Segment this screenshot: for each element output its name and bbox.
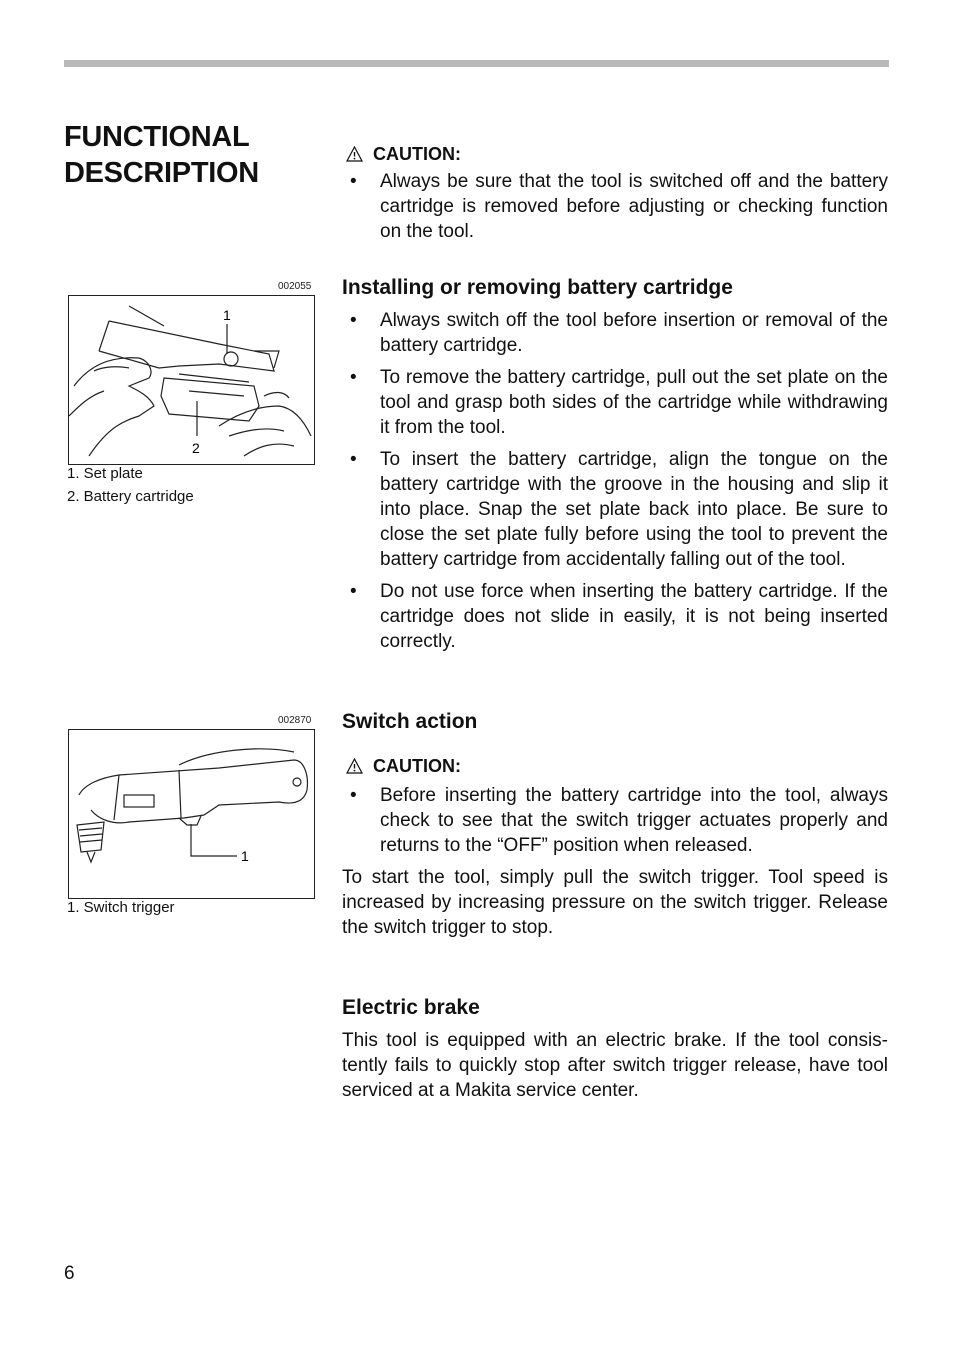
list-item: • Before inserting the battery cartridge into the tool, always check to see that the switch trigger actuates properly and returns to the “OFF” position when released. [350,785,888,856]
battery-item-text: Do not use force when inserting the battery cartridge. If the cartridge does not slide in easily, it is not being inserted correctly. [380,581,888,652]
list-item: • Do not use force when inserting the battery cartridge. If the cartridge does not slide in easily, it is not being inserted correctly. [350,581,888,652]
switch-trigger-drawing [69,730,313,897]
battery-item-text: To insert the battery cartridge, align the tongue on the battery cartridge with the groove in the housing and slip it into place. Snap the set plate back into place. Be sure to close the set plate fully before using the tool to prevent the battery cartridge from accidentally falling out of the tool. [380,449,888,570]
figure1-callout-2: 2 [192,440,200,456]
electric-brake-heading: Electric brake [342,996,480,1019]
electric-brake-paragraph: This tool is equipped with an electric brake. If the tool consis- tently fails to quickly stop after switch trigger release, have tool serviced at a Makita service center. [342,1030,888,1101]
warning-triangle-icon [346,758,363,774]
switch-caution-header [342,754,888,778]
caution-top-header [342,142,888,166]
figure1-captions [67,462,194,508]
battery-item-text: To remove the battery cartridge, pull out the set plate on the tool and grasp both sides of the cartridge while withdrawing it from the tool. [380,367,888,438]
battery-section [342,274,888,661]
figure1-illustration [68,295,315,465]
list-item: • Always be sure that the tool is switched off and the battery cartridge is removed before adjusting or checking function on the tool. [350,171,888,242]
list-item: • Always switch off the tool before insertion or removal of the battery cartridge. [350,310,888,356]
page-number: 6 [64,1263,75,1284]
caption-set-plate: 1. Set plate [67,465,143,482]
caution-top-label: CAUTION: [373,143,461,164]
battery-list [342,308,888,654]
page-title-line2: DESCRIPTION [64,157,259,189]
battery-heading: Installing or removing battery cartridge [342,276,733,299]
switch-action-paragraph: To start the tool, simply pull the switch trigger. Tool speed is increased by increasing pressure on the switch trigger. Release the switch trigger to stop. [342,867,888,938]
caution-top-list [342,169,888,244]
switch-caution-item-text: Before inserting the battery cartridge into the tool, always check to see that the switch trigger actuates properly and returns to the “OFF” position when released. [380,785,888,856]
figure1-callout-1: 1 [223,307,231,323]
page-title-line1: FUNCTIONAL [64,121,250,153]
list-item: • To remove the battery cartridge, pull out the set plate on the tool and grasp both sides of the cartridge while withdrawing it from the tool. [350,367,888,438]
figure2-callout-1: 1 [241,848,249,864]
warning-triangle-icon [346,146,363,162]
caption-switch-trigger: 1. Switch trigger [67,899,175,916]
figure1-code: 002055 [278,281,312,292]
caution-top-item-text: Always be sure that the tool is switched off and the battery cartridge is removed before adjusting or checking function on the tool. [380,171,888,242]
figure2-illustration [68,729,315,899]
switch-caution-label: CAUTION: [373,755,461,776]
switch-action-heading: Switch action [342,710,478,733]
battery-item-text: Always switch off the tool before insertion or removal of the battery cartridge. [380,310,888,356]
list-item: • To insert the battery cartridge, align the tongue on the battery cartridge with the groove in the housing and slip it into place. Snap the set plate back into place. Be sure to close the set plate fully before using the tool to prevent the battery cartridge from accidentally falling out of the tool. [350,449,888,570]
electric-brake-section [342,994,888,1103]
switch-action-section [342,708,888,940]
top-rule [64,60,889,67]
page-title [64,119,324,191]
figure2-captions [67,896,175,919]
caution-top-block [342,142,888,251]
figure2-code: 002870 [278,715,312,726]
switch-caution-list [342,783,888,858]
caption-battery-cartridge: 2. Battery cartridge [67,488,194,505]
battery-insertion-drawing [69,296,313,463]
